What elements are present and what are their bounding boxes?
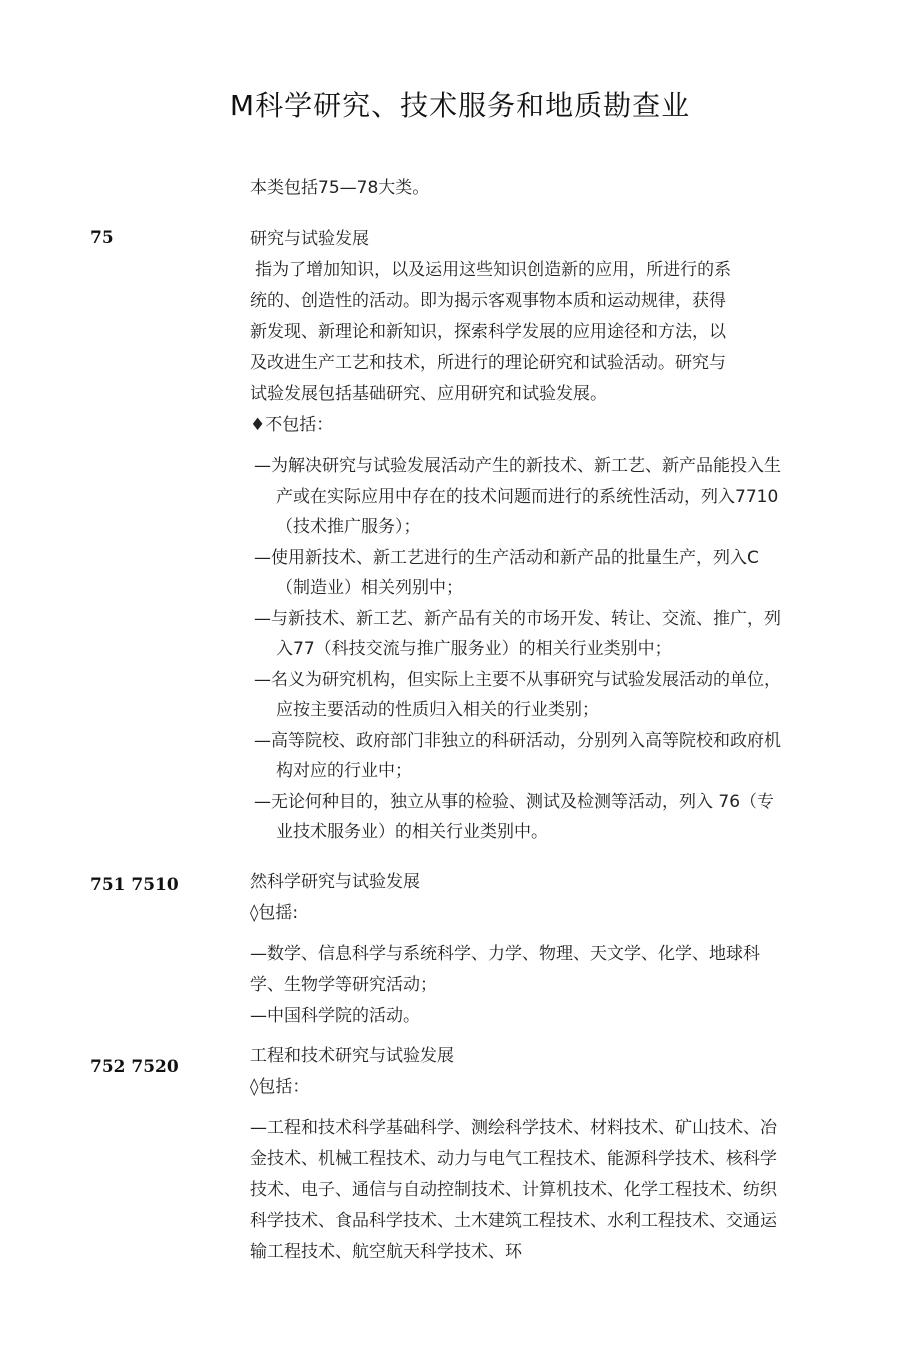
- list-item: —与新技术、新工艺、新产品有关的市场开发、转让、交流、推广，列入77（科技交流与推广服务业）的相关行业类别中；: [254, 608, 781, 659]
- list-item: —中国科学院的活动。: [250, 1006, 420, 1026]
- description-line: 试验发展包括基础研究、应用研究和试验发展。: [250, 384, 607, 404]
- list-item: —为解决研究与试验发展活动产生的新技术、新工艺、新产品能投入生产或在实际应用中存在的技术问题而进行的系统性活动，列入7710（技术推广服务）；: [254, 456, 781, 537]
- section-code: 751 7510: [90, 875, 179, 895]
- inclusion-list: [250, 1113, 790, 1268]
- list-item: —数学、信息科学与系统科学、力学、物理、天文学、化学、地球科学、生物学等研究活动；: [250, 944, 760, 995]
- section-heading: 然科学研究与试验发展: [250, 872, 420, 892]
- section-heading: 研究与试验发展: [250, 229, 369, 249]
- page-title: M科学研究、技术服务和地质勘查业: [229, 89, 691, 122]
- section-description: [250, 255, 790, 410]
- section-code: 752 7520: [90, 1057, 179, 1077]
- section-heading: 工程和技术研究与试验发展: [250, 1046, 454, 1066]
- description-line: 指为了增加知识，以及运用这些知识创造新的应用，所进行的系: [255, 260, 732, 280]
- inclusion-list: [250, 939, 790, 1032]
- list-item: —使用新技术、新工艺进行的生产活动和新产品的批量生产，列入C（制造业）相关列别中；: [254, 547, 759, 598]
- section-7520: [250, 1041, 790, 1268]
- list-item: —无论何种目的，独立从事的检验、测试及检测等活动，列入 76（专业技术服务业）的相关行业类别中。: [254, 791, 775, 842]
- description-line: 新发现、新理论和新知识，探索科学发展的应用途径和方法，以: [250, 322, 726, 342]
- inclusion-label: ◊包揺:: [250, 903, 299, 923]
- section-7510: [250, 867, 790, 1032]
- exclusion-label: ♦不包括：: [250, 415, 334, 435]
- list-item: —高等院校、政府部门非独立的科研活动，分别列入高等院校和政府机构对应的行业中；: [254, 730, 781, 781]
- list-item: —工程和技术科学基础科学、测绘科学技术、材料技术、矿山技术、冶金技术、机械工程技术、动力与电气工程技术、能源科学技术、核科学技术、电子、通信与自动控制技术、计算机技术、化学工程技术、纺织科学技术、食品科学技术、土木建筑工程技术、水利工程技术、交通运输工程技术、航空航天科学技术、环: [250, 1118, 777, 1262]
- intro-text: 本类包括75—78大类。: [250, 178, 430, 198]
- list-item: —名义为研究机构，但实际上主要不从事研究与试验发展活动的单位，应按主要活动的性质归入相关的行业类别；: [254, 669, 781, 720]
- description-line: 统的、创造性的活动。即为揭示客观事物本质和运动规律，获得: [250, 291, 726, 311]
- inclusion-label: ◊包括：: [250, 1077, 310, 1097]
- section-code: 75: [90, 228, 114, 248]
- description-line: 及改进生产工艺和技术，所进行的理论研究和试验活动。研究与: [250, 353, 726, 373]
- exclusion-list: [250, 451, 790, 848]
- section-75: [250, 224, 790, 848]
